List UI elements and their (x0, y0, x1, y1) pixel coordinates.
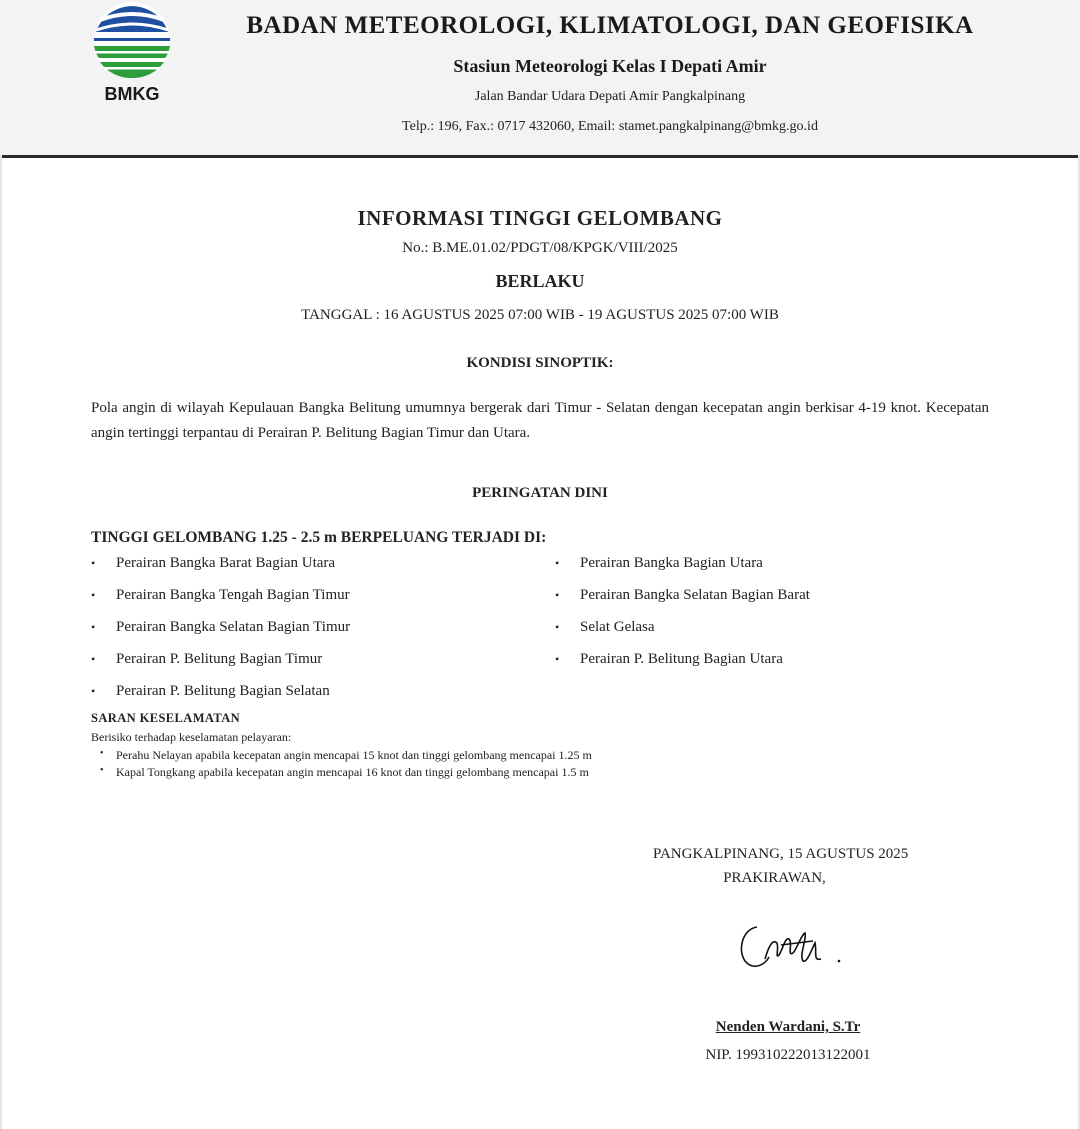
list-item (555, 617, 810, 649)
bullet-icon: • (100, 748, 104, 759)
area-name: Perairan P. Belitung Bagian Utara (580, 651, 783, 667)
list-item (91, 553, 350, 585)
safety-list (100, 747, 592, 781)
early-warning-heading: PERINGATAN DINI (472, 485, 608, 501)
page-border-left (0, 155, 2, 1129)
bullet-icon: • (91, 588, 96, 602)
bullet-icon: • (555, 556, 560, 570)
area-name: Perairan Bangka Tengah Bagian Timur (116, 587, 350, 603)
area-name: Perairan Bangka Selatan Bagian Timur (116, 619, 351, 635)
list-item (91, 617, 350, 649)
area-list-right (555, 553, 810, 681)
area-list-left (91, 553, 350, 713)
safety-intro: Berisiko terhadap keselamatan pelayaran: (91, 730, 292, 744)
area-name: Perairan P. Belitung Bagian Selatan (116, 683, 330, 699)
signer-nip: NIP. 199310222013122001 (705, 1047, 871, 1063)
area-name: Perairan Bangka Barat Bagian Utara (116, 555, 336, 571)
list-item (100, 764, 592, 781)
bullet-icon: • (100, 765, 104, 776)
bullet-icon: • (91, 652, 96, 666)
valid-label: BERLAKU (495, 271, 585, 291)
station-address: Jalan Bandar Udara Depati Amir Pangkalpinang (474, 89, 746, 104)
area-name: Perairan Bangka Bagian Utara (580, 555, 763, 571)
list-item (555, 553, 810, 585)
forecaster-role: PRAKIRAWAN, (723, 870, 826, 886)
signer-name: Nenden Wardani, S.Tr (715, 1019, 861, 1035)
area-name: Perairan Bangka Selatan Bagian Barat (580, 587, 810, 603)
document-title: INFORMASI TINGGI GELOMBANG (357, 206, 723, 230)
organization-name: BADAN METEOROLOGI, KLIMATOLOGI, DAN GEOFISIKA (246, 12, 974, 39)
list-item (91, 585, 350, 617)
bullet-icon: • (91, 620, 96, 634)
validity-date-range: TANGGAL : 16 AGUSTUS 2025 07:00 WIB - 19 AGUSTUS 2025 07:00 WIB (301, 307, 779, 323)
list-item (100, 747, 592, 764)
list-item (91, 649, 350, 681)
safety-heading: SARAN KESELAMATAN (91, 711, 241, 725)
synoptic-text: Pola angin di wilayah Kepulauan Bangka Belitung umumnya bergerak dari Timur - Selatan dengan kecepatan angin berkisar 4-19 knot. Kecepatan angin tertinggi terpantau di Perairan P. Belitung Bagian Timur dan Utara. (91, 400, 989, 441)
list-item (555, 649, 810, 681)
wave-height-heading: TINGGI GELOMBANG 1.25 - 2.5 m BERPELUANG TERJADI DI: (91, 529, 547, 546)
logo-text: BMKG (104, 84, 160, 104)
document-number: No.: B.ME.01.02/PDGT/08/KPGK/VIII/2025 (402, 240, 678, 256)
bullet-icon: • (91, 684, 96, 698)
bullet-icon: • (91, 556, 96, 570)
station-contact: Telp.: 196, Fax.: 0717 432060, Email: stamet.pangkalpinang@bmkg.go.id (402, 119, 818, 134)
station-name: Stasiun Meteorologi Kelas I Depati Amir (453, 56, 767, 76)
list-item (91, 681, 350, 713)
place-and-date: PANGKALPINANG, 15 AGUSTUS 2025 (653, 846, 909, 862)
bullet-icon: • (555, 620, 560, 634)
list-item (555, 585, 810, 617)
handwritten-signature (735, 915, 850, 975)
safety-item: Kapal Tongkang apabila kecepatan angin mencapai 16 knot dan tinggi gelombang mencapai 1.5 m (116, 765, 589, 779)
letterhead (0, 0, 1080, 158)
bullet-icon: • (555, 652, 560, 666)
bullet-icon: • (555, 588, 560, 602)
synoptic-heading: KONDISI SINOPTIK: (466, 355, 614, 371)
safety-item: Perahu Nelayan apabila kecepatan angin mencapai 15 knot dan tinggi gelombang mencapai 1.25 m (116, 748, 592, 762)
area-name: Perairan P. Belitung Bagian Timur (116, 651, 323, 667)
area-name: Selat Gelasa (580, 619, 655, 635)
